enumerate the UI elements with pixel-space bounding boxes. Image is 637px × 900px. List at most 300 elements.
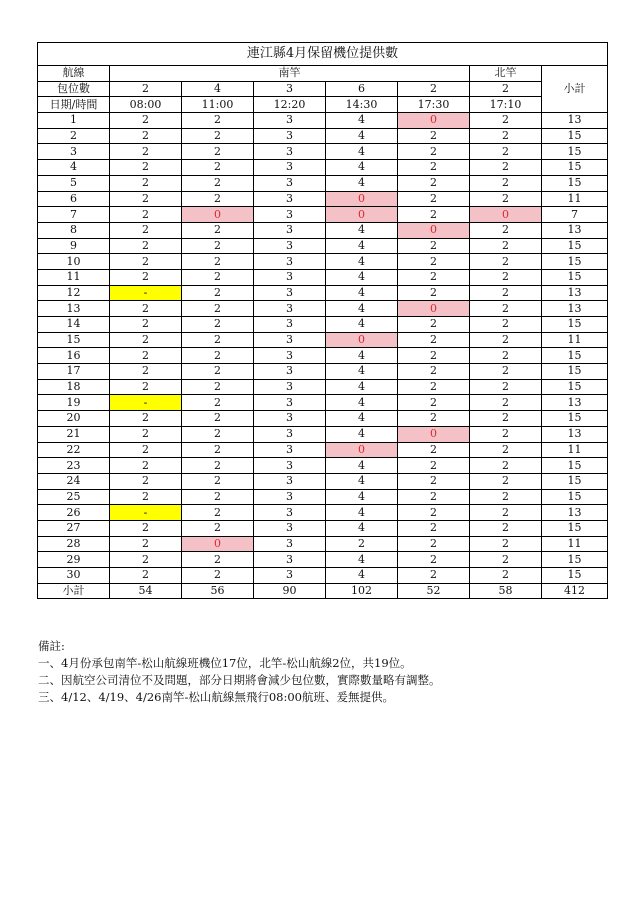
row-subtotal-cell: 15 <box>542 520 608 536</box>
seat-value-cell: 2 <box>110 458 182 474</box>
date-cell: 7 <box>38 207 110 223</box>
seat-value-cell: 2 <box>110 254 182 270</box>
seat-value-cell: 4 <box>326 364 398 380</box>
seat-value-cell: 2 <box>470 191 542 207</box>
date-cell: 26 <box>38 505 110 521</box>
seat-value-cell: 2 <box>110 191 182 207</box>
seat-value-cell: 2 <box>470 269 542 285</box>
seat-value-cell: 3 <box>254 552 326 568</box>
table-row <box>38 269 608 285</box>
seat-value-cell: 3 <box>254 191 326 207</box>
date-cell: 29 <box>38 552 110 568</box>
seat-value-cell: 2 <box>470 411 542 427</box>
seat-value-cell: 2 <box>182 144 254 160</box>
seat-value-cell: 3 <box>254 144 326 160</box>
seat-value-cell: 2 <box>110 238 182 254</box>
note-line: 二、因航空公司清位不及問題，部分日期將會減少包位數，實際數量略有調整。 <box>38 673 441 687</box>
seat-value-cell: 4 <box>326 128 398 144</box>
date-cell: 2 <box>38 128 110 144</box>
date-cell: 15 <box>38 332 110 348</box>
seat-value-cell: 2 <box>182 364 254 380</box>
seat-value-cell: 2 <box>398 238 470 254</box>
row-subtotal-cell: 15 <box>542 411 608 427</box>
seat-value-cell: 2 <box>110 160 182 176</box>
grand-total-cell: 412 <box>542 583 608 599</box>
seat-value-cell: 2 <box>110 568 182 584</box>
date-cell: 8 <box>38 222 110 238</box>
row-subtotal-cell: 15 <box>542 128 608 144</box>
seat-value-cell: 4 <box>326 301 398 317</box>
row-subtotal-cell: 15 <box>542 317 608 333</box>
table-row <box>38 285 608 301</box>
date-cell: 14 <box>38 317 110 333</box>
seat-value-cell: 2 <box>182 426 254 442</box>
seat-count-cell: 2 <box>398 81 470 97</box>
seat-value-cell: 2 <box>398 458 470 474</box>
seat-value-cell: 3 <box>254 395 326 411</box>
seat-value-cell: 2 <box>398 128 470 144</box>
date-cell: 17 <box>38 364 110 380</box>
seat-value-cell: 2 <box>182 552 254 568</box>
table-row <box>38 489 608 505</box>
seat-value-cell: 2 <box>110 411 182 427</box>
table-row <box>38 568 608 584</box>
seat-value-cell: 2 <box>398 568 470 584</box>
seat-value-cell: 2 <box>326 536 398 552</box>
table-row <box>38 144 608 160</box>
seat-value-cell: 2 <box>110 520 182 536</box>
note-line: 一、4月份承包南竿-松山航線班機位17位，北竿-松山航線2位，共19位。 <box>38 656 412 670</box>
seat-value-cell: 3 <box>254 332 326 348</box>
date-cell: 6 <box>38 191 110 207</box>
seat-value-cell: 3 <box>254 222 326 238</box>
seat-value-cell: 2 <box>110 348 182 364</box>
seat-value-cell: 2 <box>398 520 470 536</box>
column-total-cell: 52 <box>398 583 470 599</box>
seat-value-cell: 2 <box>470 254 542 270</box>
seat-value-cell: 2 <box>398 191 470 207</box>
seat-value-cell: 2 <box>182 489 254 505</box>
seat-value-cell: 4 <box>326 238 398 254</box>
date-cell: 10 <box>38 254 110 270</box>
seat-value-cell: 2 <box>182 458 254 474</box>
seat-value-cell: 2 <box>182 285 254 301</box>
seat-value-cell: 3 <box>254 348 326 364</box>
seat-value-cell: 2 <box>182 332 254 348</box>
date-cell: 28 <box>38 536 110 552</box>
seat-value-cell: 2 <box>398 317 470 333</box>
column-total-cell: 58 <box>470 583 542 599</box>
seat-value-cell: 2 <box>182 301 254 317</box>
seat-value-cell: 4 <box>326 175 398 191</box>
table-row <box>38 520 608 536</box>
flight-time-cell: 17:30 <box>398 97 470 113</box>
seat-value-cell: 4 <box>326 160 398 176</box>
seat-count-cell: 2 <box>110 81 182 97</box>
row-subtotal-cell: 11 <box>542 536 608 552</box>
seat-value-cell: 2 <box>398 285 470 301</box>
seat-value-cell: 2 <box>470 332 542 348</box>
seat-value-cell: 4 <box>326 520 398 536</box>
seat-value-cell: 2 <box>182 473 254 489</box>
seat-value-cell: 3 <box>254 520 326 536</box>
row-subtotal-cell: 13 <box>542 285 608 301</box>
seat-value-cell: 2 <box>110 379 182 395</box>
seat-value-cell: 3 <box>254 207 326 223</box>
table-row <box>38 222 608 238</box>
seat-value-cell: 2 <box>110 317 182 333</box>
seat-value-cell: 0 <box>326 332 398 348</box>
seat-value-cell: 4 <box>326 505 398 521</box>
seat-count-cell: 3 <box>254 81 326 97</box>
seat-value-cell: 2 <box>398 269 470 285</box>
row-subtotal-cell: 15 <box>542 364 608 380</box>
table-row <box>38 505 608 521</box>
beigan-header: 北竿 <box>470 66 542 82</box>
seat-value-cell: 4 <box>326 144 398 160</box>
row-subtotal-cell: 15 <box>542 473 608 489</box>
flight-time-cell: 14:30 <box>326 97 398 113</box>
column-total-cell: 102 <box>326 583 398 599</box>
date-cell: 23 <box>38 458 110 474</box>
seat-value-cell: 2 <box>470 473 542 489</box>
table-row <box>38 552 608 568</box>
nangan-header: 南竿 <box>110 66 470 82</box>
seat-value-cell: 2 <box>110 113 182 129</box>
row-subtotal-cell: 15 <box>542 552 608 568</box>
seat-value-cell: 2 <box>398 175 470 191</box>
seat-value-cell: 0 <box>398 301 470 317</box>
table-row <box>38 175 608 191</box>
seat-value-cell: 2 <box>470 552 542 568</box>
seat-value-cell: 2 <box>182 395 254 411</box>
row-subtotal-cell: 15 <box>542 160 608 176</box>
table-row <box>38 301 608 317</box>
seat-value-cell: 2 <box>110 364 182 380</box>
seat-value-cell: 3 <box>254 411 326 427</box>
seat-value-cell: 4 <box>326 348 398 364</box>
date-cell: 9 <box>38 238 110 254</box>
seat-value-cell: 0 <box>326 442 398 458</box>
seat-value-cell: 2 <box>398 207 470 223</box>
seat-value-cell: 2 <box>182 379 254 395</box>
column-total-cell: 56 <box>182 583 254 599</box>
subtotal-header: 小計 <box>542 66 608 113</box>
table-row <box>38 411 608 427</box>
seat-value-cell: - <box>110 505 182 521</box>
seat-value-cell: 2 <box>182 222 254 238</box>
row-subtotal-cell: 15 <box>542 144 608 160</box>
seat-value-cell: 2 <box>398 348 470 364</box>
seat-count-cell: 4 <box>182 81 254 97</box>
table-row <box>38 426 608 442</box>
row-subtotal-cell: 15 <box>542 379 608 395</box>
seat-value-cell: 4 <box>326 473 398 489</box>
seat-value-cell: 2 <box>110 489 182 505</box>
seat-value-cell: 2 <box>470 160 542 176</box>
seat-value-cell: 2 <box>470 348 542 364</box>
row-subtotal-cell: 15 <box>542 269 608 285</box>
seat-value-cell: 2 <box>182 175 254 191</box>
seat-value-cell: 2 <box>182 568 254 584</box>
seat-value-cell: 2 <box>110 536 182 552</box>
seat-value-cell: 2 <box>398 160 470 176</box>
seat-value-cell: 2 <box>398 473 470 489</box>
seat-value-cell: 2 <box>182 348 254 364</box>
table-row <box>38 442 608 458</box>
notes-heading: 備註: <box>38 639 65 653</box>
table-row <box>38 160 608 176</box>
seat-value-cell: 3 <box>254 379 326 395</box>
seat-value-cell: 2 <box>470 222 542 238</box>
table-row <box>38 238 608 254</box>
row-subtotal-cell: 11 <box>542 442 608 458</box>
seat-value-cell: 2 <box>110 144 182 160</box>
seat-value-cell: 3 <box>254 568 326 584</box>
row-subtotal-cell: 15 <box>542 254 608 270</box>
date-cell: 3 <box>38 144 110 160</box>
seat-value-cell: 3 <box>254 238 326 254</box>
date-cell: 18 <box>38 379 110 395</box>
seat-value-cell: 4 <box>326 489 398 505</box>
seat-value-cell: - <box>110 395 182 411</box>
seat-value-cell: 2 <box>182 191 254 207</box>
seat-value-cell: 2 <box>110 301 182 317</box>
date-cell: 30 <box>38 568 110 584</box>
seat-value-cell: 3 <box>254 317 326 333</box>
seats-label: 包位數 <box>38 81 110 97</box>
seat-value-cell: 4 <box>326 254 398 270</box>
seat-value-cell: 3 <box>254 442 326 458</box>
table-row <box>38 191 608 207</box>
seat-value-cell: 4 <box>326 113 398 129</box>
seat-value-cell: 0 <box>182 207 254 223</box>
seat-value-cell: 3 <box>254 426 326 442</box>
row-subtotal-cell: 15 <box>542 175 608 191</box>
seat-value-cell: 2 <box>110 442 182 458</box>
seat-value-cell: 2 <box>398 536 470 552</box>
row-subtotal-cell: 13 <box>542 301 608 317</box>
seat-value-cell: 2 <box>470 238 542 254</box>
seat-value-cell: 2 <box>470 505 542 521</box>
seat-value-cell: 2 <box>398 364 470 380</box>
date-cell: 20 <box>38 411 110 427</box>
row-subtotal-cell: 13 <box>542 426 608 442</box>
row-subtotal-cell: 7 <box>542 207 608 223</box>
seat-value-cell: 4 <box>326 395 398 411</box>
date-cell: 13 <box>38 301 110 317</box>
seat-value-cell: 2 <box>182 238 254 254</box>
seat-value-cell: 2 <box>182 254 254 270</box>
seat-value-cell: 3 <box>254 473 326 489</box>
seat-value-cell: 2 <box>398 254 470 270</box>
table-row <box>38 458 608 474</box>
seat-value-cell: 2 <box>470 520 542 536</box>
flight-time-cell: 17:10 <box>470 97 542 113</box>
seat-value-cell: 0 <box>398 222 470 238</box>
flight-time-cell: 11:00 <box>182 97 254 113</box>
seat-value-cell: 2 <box>182 113 254 129</box>
seat-value-cell: 4 <box>326 458 398 474</box>
seat-value-cell: 2 <box>470 113 542 129</box>
route-label: 航線 <box>38 66 110 82</box>
column-total-cell: 54 <box>110 583 182 599</box>
column-total-cell: 90 <box>254 583 326 599</box>
seat-value-cell: 2 <box>182 128 254 144</box>
seat-value-cell: 3 <box>254 536 326 552</box>
table-row <box>38 113 608 129</box>
seat-value-cell: 2 <box>110 269 182 285</box>
seat-count-cell: 6 <box>326 81 398 97</box>
seat-allocation-table <box>37 42 608 599</box>
seat-allocation-sheet <box>37 42 608 599</box>
seat-value-cell: 2 <box>470 395 542 411</box>
seat-value-cell: 3 <box>254 269 326 285</box>
row-subtotal-cell: 15 <box>542 568 608 584</box>
notes-section <box>38 638 441 706</box>
seat-value-cell: 2 <box>398 379 470 395</box>
seat-count-cell: 2 <box>470 81 542 97</box>
seat-value-cell: 0 <box>398 426 470 442</box>
date-cell: 22 <box>38 442 110 458</box>
seat-value-cell: 2 <box>110 332 182 348</box>
row-subtotal-cell: 15 <box>542 238 608 254</box>
seat-value-cell: 2 <box>398 332 470 348</box>
seat-value-cell: 2 <box>182 520 254 536</box>
seat-value-cell: 4 <box>326 426 398 442</box>
table-row <box>38 536 608 552</box>
table-title: 連江縣4月保留機位提供數 <box>38 43 608 66</box>
seat-value-cell: 3 <box>254 285 326 301</box>
seat-value-cell: 3 <box>254 505 326 521</box>
seat-value-cell: 3 <box>254 301 326 317</box>
totals-row <box>38 583 608 599</box>
table-row <box>38 317 608 333</box>
table-row <box>38 128 608 144</box>
row-subtotal-cell: 13 <box>542 395 608 411</box>
seat-value-cell: 3 <box>254 458 326 474</box>
seat-value-cell: 3 <box>254 364 326 380</box>
seat-value-cell: 4 <box>326 379 398 395</box>
row-subtotal-cell: 13 <box>542 113 608 129</box>
seat-value-cell: 2 <box>470 301 542 317</box>
date-cell: 24 <box>38 473 110 489</box>
date-cell: 19 <box>38 395 110 411</box>
seat-value-cell: 0 <box>326 207 398 223</box>
seat-value-cell: 2 <box>182 411 254 427</box>
seat-value-cell: 2 <box>398 442 470 458</box>
table-row <box>38 364 608 380</box>
seat-value-cell: 2 <box>182 160 254 176</box>
table-row <box>38 473 608 489</box>
seat-value-cell: 2 <box>398 411 470 427</box>
date-cell: 21 <box>38 426 110 442</box>
seat-value-cell: 2 <box>110 175 182 191</box>
seat-value-cell: 0 <box>326 191 398 207</box>
seat-value-cell: 2 <box>470 426 542 442</box>
seat-value-cell: 2 <box>398 489 470 505</box>
seat-value-cell: 2 <box>470 285 542 301</box>
seat-value-cell: 2 <box>398 552 470 568</box>
seat-value-cell: 2 <box>398 144 470 160</box>
time-label: 日期/時間 <box>38 97 110 113</box>
seat-value-cell: 3 <box>254 175 326 191</box>
seat-value-cell: 4 <box>326 568 398 584</box>
seat-value-cell: 2 <box>182 442 254 458</box>
seat-value-cell: 3 <box>254 128 326 144</box>
seat-value-cell: 2 <box>470 144 542 160</box>
seat-value-cell: 3 <box>254 160 326 176</box>
date-cell: 1 <box>38 113 110 129</box>
row-subtotal-cell: 15 <box>542 348 608 364</box>
row-subtotal-cell: 11 <box>542 332 608 348</box>
seat-value-cell: 3 <box>254 113 326 129</box>
seat-value-cell: 3 <box>254 489 326 505</box>
date-cell: 16 <box>38 348 110 364</box>
date-cell: 27 <box>38 520 110 536</box>
table-row <box>38 348 608 364</box>
date-cell: 25 <box>38 489 110 505</box>
seat-value-cell: 4 <box>326 269 398 285</box>
seat-value-cell: 2 <box>470 442 542 458</box>
seat-value-cell: 2 <box>470 364 542 380</box>
seat-value-cell: 2 <box>470 175 542 191</box>
seat-value-cell: 2 <box>110 426 182 442</box>
seat-value-cell: 2 <box>182 269 254 285</box>
seat-value-cell: 2 <box>110 128 182 144</box>
seat-value-cell: 2 <box>470 536 542 552</box>
flight-time-cell: 08:00 <box>110 97 182 113</box>
seat-value-cell: 2 <box>110 207 182 223</box>
seat-value-cell: 2 <box>110 552 182 568</box>
seat-value-cell: 4 <box>326 222 398 238</box>
table-row <box>38 395 608 411</box>
seat-value-cell: 0 <box>398 113 470 129</box>
seat-value-cell: 2 <box>470 489 542 505</box>
table-row <box>38 207 608 223</box>
date-cell: 11 <box>38 269 110 285</box>
row-subtotal-cell: 15 <box>542 489 608 505</box>
seat-value-cell: 2 <box>182 505 254 521</box>
row-subtotal-cell: 13 <box>542 505 608 521</box>
seat-value-cell: - <box>110 285 182 301</box>
totals-label: 小計 <box>38 583 110 599</box>
seat-value-cell: 2 <box>110 222 182 238</box>
seat-value-cell: 4 <box>326 285 398 301</box>
date-cell: 4 <box>38 160 110 176</box>
seat-value-cell: 2 <box>110 473 182 489</box>
seat-value-cell: 4 <box>326 552 398 568</box>
seat-value-cell: 2 <box>470 568 542 584</box>
seat-value-cell: 4 <box>326 411 398 427</box>
table-row <box>38 379 608 395</box>
seat-value-cell: 3 <box>254 254 326 270</box>
seat-value-cell: 2 <box>182 317 254 333</box>
table-row <box>38 332 608 348</box>
seat-value-cell: 0 <box>470 207 542 223</box>
row-subtotal-cell: 15 <box>542 458 608 474</box>
date-cell: 5 <box>38 175 110 191</box>
flight-time-cell: 12:20 <box>254 97 326 113</box>
seat-value-cell: 2 <box>398 395 470 411</box>
table-row <box>38 254 608 270</box>
seat-value-cell: 2 <box>398 505 470 521</box>
seat-value-cell: 2 <box>470 379 542 395</box>
seat-value-cell: 4 <box>326 317 398 333</box>
seat-value-cell: 0 <box>182 536 254 552</box>
row-subtotal-cell: 11 <box>542 191 608 207</box>
date-cell: 12 <box>38 285 110 301</box>
